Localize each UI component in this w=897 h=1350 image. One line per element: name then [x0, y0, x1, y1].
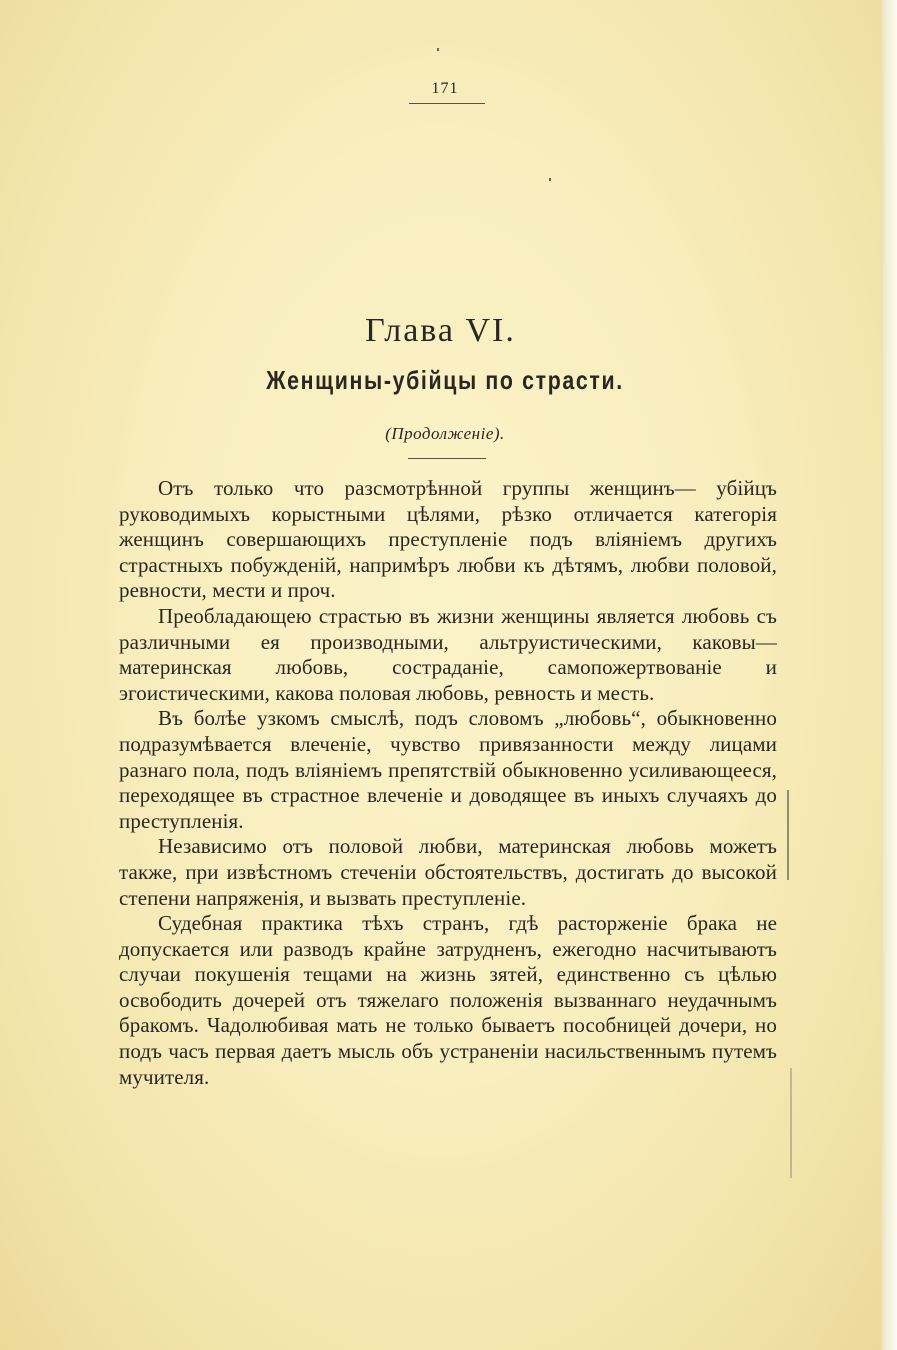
paragraph: Судебная практика тѣхъ странъ, гдѣ расторженіе брака не допускается или разводъ крайне затрудненъ, ежегодно насчитываютъ случаи покушенія тещами на жизнь зятей, единственно съ цѣлью освободить дочерей отъ тяжелаго положенія вызваннаго неудачнымъ бракомъ. Чадолюбивая мать не только бываетъ пособницей дочери, но подъ часъ первая даетъ мысль объ устраненіи насильственнымъ путемъ мучителя.: [119, 911, 777, 1089]
margin-mark: [787, 790, 789, 880]
paragraph: Отъ только что разсмотрѣнной группы женщинъ— убійцъ руководимыхъ корыстными цѣлями, рѣзко отличается категорія женщинъ совершающихъ преступленіе подъ вліяніемъ другихъ страстныхъ побужденій, напримѣръ любви къ дѣтямъ, любви половой, ревности, мести и проч.: [119, 476, 777, 603]
paragraph: Независимо отъ половой любви, материнская любовь можетъ также, при извѣстномъ стеченіи обстоятельствъ, достигать до высокой степени напряженія, и вызвать преступленіе.: [119, 834, 777, 910]
margin-mark: [790, 1068, 792, 1178]
chapter-title: Женщины-убійцы по страсти.: [266, 365, 624, 395]
paragraph: Въ болѣе узкомъ смыслѣ, подъ словомъ „любовь“, обыкновенно подразумѣвается влеченіе, чувство привязанности между лицами разнаго пола, подъ вліяніемъ препятствій обыкновенно усиливающееся, переходящее въ страстное влеченіе и доводящее въ иныхъ случаяхъ до преступленія.: [119, 706, 777, 833]
paragraph: Преобладающею страстью въ жизни женщины является любовь съ различными ея производными, альтруистическими, каковы—материнская любовь, состраданіе, самопожертвованіе и эгоистическими, какова половая любовь, ревность и месть.: [119, 603, 777, 705]
page-number-rule: [409, 103, 485, 104]
body-text: [119, 476, 777, 1090]
print-speck: [549, 178, 551, 181]
print-speck: [437, 48, 439, 51]
section-rule: [408, 458, 486, 459]
chapter-heading: Глава VI.: [365, 312, 516, 349]
page-number: 171: [431, 80, 459, 97]
continuation-note: (Продолженіе).: [385, 424, 505, 443]
page-edge: [881, 0, 897, 1350]
